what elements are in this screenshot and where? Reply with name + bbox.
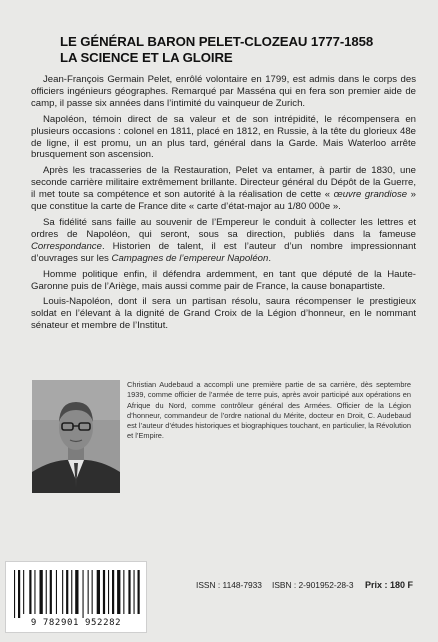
barcode-bar [97,570,100,614]
barcode-bar [108,570,109,614]
title-line-2: LA SCIENCE ET LA GLOIRE [60,50,233,65]
barcode-bar [14,570,15,618]
barcode-bar [18,570,20,618]
barcode-bar [128,570,130,614]
barcode-bar [23,570,24,614]
title-line-1: LE GÉNÉRAL BARON PELET-CLOZEAU 1777-1858 [60,34,374,49]
barcode-bar [62,570,63,614]
barcode-bar [134,570,135,614]
barcode-bar [83,570,84,618]
barcode-bar [88,570,89,614]
paragraph-5: Homme politique enfin, il défendra ardemment, en tant que député de la Haute-Garonne puis de l’Ariège, mais aussi comme pair de France, la cause bonapartiste. [31,268,416,292]
barcode [5,561,147,633]
paragraph-4: Sa fidélité sans faille au souvenir de l’Empereur le conduit à collecter les lettres et ordres de Napoléon, qui seront, sous sa direction, publiés dans la fameuse Correspondance. Historien de talent, il est l’auteur d’un nombre impressionnant d’ouvrages sur les Campagnes de l’empereur Napoléon. [31,216,416,264]
barcode-bar [29,570,31,614]
barcode-bar [117,570,120,614]
book-title [60,34,430,66]
barcode-bar [123,570,124,614]
paragraph-2: Napoléon, témoin direct de sa valeur et de son intrépidité, le récompensera en plusieurs occasions : colonel en 1811, placé en 1812, en Russie, à la tête du glorieux 48e de ligne, il est promu, un an plus tard, général dans la Garde. Mais Waterloo arrête brusquement son ascension. [31,113,416,161]
author-photo [32,380,120,493]
barcode-bar [138,570,140,614]
barcode-bar [40,570,43,614]
paragraph-3: Après les tracasseries de la Restauration, Pelet va entamer, à partir de 1830, une seconde carrière militaire extrêmement brillante. Directeur général du Dépôt de la Guerre, il met toute sa compétence et son autorité à la réalisation de cette « œuvre grandiose » que constitue la carte de France dite « carte d’état-major au 1/80 000e ». [31,165,416,213]
barcode-bar [103,570,105,614]
paragraph-1: Jean-François Germain Pelet, enrôlé volontaire en 1799, est admis dans le corps des officiers ingénieurs géographes. Remarqué par Masséna qui en fera son premier aide de camp, il passe six années dans l’intimité du vainqueur de Zurich. [31,74,416,109]
author-portrait-image [32,380,120,493]
blurb [31,74,416,336]
barcode-number: 9 782901 952282 [30,618,122,628]
barcode-bar [56,570,57,614]
barcode-bar [66,570,68,614]
barcode-bar [75,570,78,614]
author-bio: Christian Audebaud a accompli une première partie de sa carrière, dès septembre 1939, comme officier de l’armée de terre puis, après avoir participé aux opérations en Afrique du Nord, comme contrôleur général des Armées. Officier de la Légion d’honneur, commandeur de l’ordre national du Mérite, docteur en Droit, C. Audebaud est l’auteur d’études historiques et biographiques touchant, en particulier, la Révolution et l’Empire. [127,380,411,441]
issn-label: ISSN : 1148-7933 [196,580,262,590]
barcode-bar [34,570,35,614]
barcode-bar [71,570,72,614]
barcode-bar [46,570,47,614]
paragraph-6: Louis-Napoléon, dont il sera un partisan résolu, saura récompenser le prestigieux soldat en l’élevant à la dignité de Grand Croix de la Légion d’honneur, en le nommant sénateur et membre de l’Institut. [31,296,416,332]
barcode-bar [92,570,93,614]
barcode-bar [50,570,52,614]
isbn-label: ISBN : 2-901952-28-3 [272,580,354,590]
barcode-bar [112,570,114,614]
price-label: Prix : 180 F [365,580,414,590]
barcode-bars [12,570,140,618]
